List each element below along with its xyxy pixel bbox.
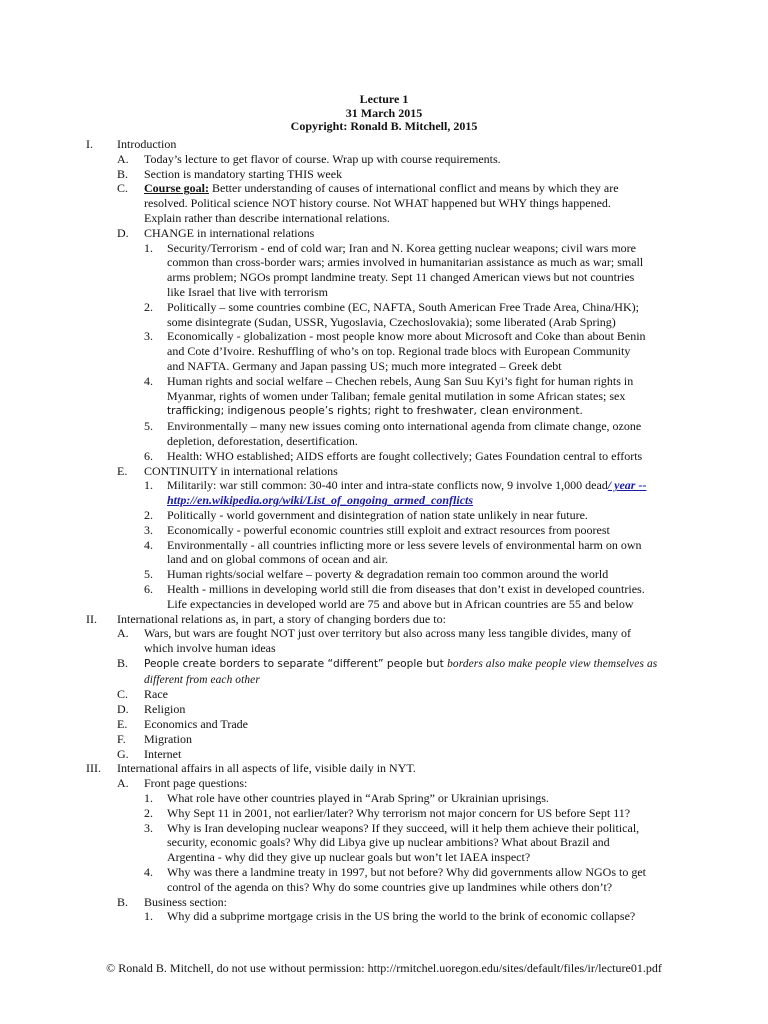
outline-marker: 2. (144, 299, 153, 314)
item-text: Why did a subprime mortgage crisis in the US bring the world to the brink of economic collapse? (167, 909, 636, 924)
question-iran-nuclear (86, 821, 686, 865)
change-item-politics (86, 300, 686, 330)
item-text: Security/Terrorism - end of cold war; Iran and N. Korea getting nuclear weapons; civil wars more (167, 240, 636, 255)
armed-conflicts-link[interactable]: http://en.wikipedia.org/wiki/List_of_ongoing_armed_conflicts (167, 493, 474, 508)
lecture-copyright: Copyright: Ronald B. Mitchell, 2015 (290, 119, 478, 133)
outline-marker: 6. (144, 448, 153, 463)
intro-item-d-change (86, 226, 686, 241)
item-text: which involve human ideas (144, 641, 276, 656)
outline-marker: D. (117, 225, 129, 240)
item-text: some disintegrate (Sudan, USSR, Yugoslavia, Czechoslovakia); some liberated (Arab Spring) (167, 314, 616, 329)
question-sept-11 (86, 806, 686, 821)
item-text: Explain rather than describe international relations. (144, 210, 390, 225)
item-text: common than cross-border wars; armies involved in humanitarian assistance as much as war; small (167, 255, 644, 270)
continuity-item-health (86, 582, 686, 612)
lecture-title: Lecture 1 (359, 92, 409, 106)
borders-item-religion (86, 702, 686, 717)
per-year-text: / year -- (607, 478, 647, 493)
section-international-affairs (86, 761, 686, 776)
item-text: security, economic goals? Why did Libya give up nuclear ambitions? What about Brazil and (167, 835, 610, 850)
continuity-item-environment (86, 538, 686, 568)
outline-marker: 1. (144, 478, 153, 493)
continuity-item-human-rights (86, 567, 686, 582)
outline-marker: E. (117, 717, 128, 732)
outline-marker: 4. (144, 373, 153, 388)
item-text: Why is Iran developing nuclear weapons? If they succeed, will it help them achieve their political, (167, 820, 640, 835)
item-text: Today’s lecture to get flavor of course. Wrap up with course requirements. (144, 151, 501, 166)
item-text: Economics and Trade (144, 717, 248, 732)
change-item-environment (86, 419, 686, 449)
item-text: Politically - world government and disintegration of nation state unlikely in near future. (167, 507, 588, 522)
question-arab-spring (86, 791, 686, 806)
item-text: Front page questions: (144, 776, 248, 791)
item-text: land and on global commons of ocean and air. (167, 552, 388, 567)
item-text-italic: different from each other (144, 673, 260, 686)
item-text: like Israel that live with terrorism (167, 284, 328, 299)
item-text: CONTINUITY in international relations (144, 463, 338, 478)
outline-marker: 4. (144, 537, 153, 552)
outline-marker: 3. (144, 522, 153, 537)
item-text: People create borders to separate “different” people but (144, 657, 448, 670)
borders-item-people (86, 656, 686, 688)
question-subprime-crisis (86, 909, 686, 924)
item-text: CHANGE in international relations (144, 225, 315, 240)
outline-marker: 5. (144, 567, 153, 582)
change-item-economics (86, 329, 686, 373)
affairs-item-front-page (86, 776, 686, 791)
item-text: and Cote d’Ivoire. Reshuffling of who’s on top. Regional trade blocs with European Community (167, 344, 631, 359)
outline-marker: A. (117, 776, 129, 791)
course-goal-label: Course goal: (144, 181, 209, 196)
continuity-item-economics (86, 523, 686, 538)
item-text: resolved. Political science NOT history course. Not WHAT happened but WHY things happened. (144, 196, 611, 211)
section-heading: Introduction (117, 137, 177, 151)
outline-marker: 2. (144, 507, 153, 522)
change-item-human-rights (86, 374, 686, 419)
item-text: arms problem; NGOs prompt landmine treaty. Sept 11 changed American views but not countries (167, 270, 635, 285)
item-text: Militarily: war still common: 30-40 inter and intra-state conflicts now, 9 involve 1,000 dead (167, 478, 608, 493)
outline-marker: 3. (144, 820, 153, 835)
outline-marker: C. (117, 181, 129, 196)
item-text: Environmentally – many new issues coming onto international agenda from climate change, ozone (167, 419, 642, 434)
question-landmine-treaty (86, 865, 686, 895)
outline-marker: III. (86, 761, 101, 776)
intro-item-a (86, 152, 686, 167)
item-text: Life expectancies in developed world are 75 and above but in African countries are 55 and below (167, 596, 634, 611)
item-text: Wars, but wars are fought NOT just over territory but also across many less tangible divides, many of (144, 626, 632, 641)
lecture-header (0, 93, 768, 134)
item-text: Human rights/social welfare – poverty & degradation remain too common around the world (167, 567, 609, 582)
item-text: Human rights and social welfare – Chechen rebels, Aung San Suu Kyi’s fight for human rights in (167, 373, 634, 388)
intro-item-c-course-goal (86, 181, 686, 225)
item-text: Health: WHO established; AIDS efforts are fought collectively; Gates Foundation central to efforts (167, 448, 643, 463)
outline-marker: II. (86, 611, 97, 626)
outline-marker: B. (117, 166, 129, 181)
item-text: Section is mandatory starting THIS week (144, 166, 343, 181)
outline-marker: 4. (144, 865, 153, 880)
item-text: Religion (144, 702, 186, 717)
item-text: Environmentally - all countries inflicting more or less severe levels of environmental harm on own (167, 537, 642, 552)
continuity-item-military (86, 478, 686, 508)
item-text: Economically - powerful economic countries still exploit and extract resources from poorest (167, 522, 610, 537)
item-text: Economically - globalization - most people know more about Microsoft and Coke than about Benin (167, 329, 646, 344)
section-heading: International relations as, in part, a story of changing borders due to: (117, 611, 446, 626)
item-text: depletion, deforestation, desertification. (167, 433, 358, 448)
item-text: trafficking; indigenous people’s rights; right to freshwater, clean environment. (167, 405, 583, 418)
item-text: Race (144, 687, 168, 702)
outline-marker: B. (117, 894, 129, 909)
outline-marker: 1. (144, 909, 153, 924)
change-item-health (86, 449, 686, 464)
item-text: Politically – some countries combine (EC, NAFTA, South American Free Trade Area, China/HK); (167, 299, 639, 314)
item-text: Myanmar, rights of women under Taliban; female genital mutilation in some African states; sex (167, 388, 626, 403)
outline-marker: B. (117, 655, 129, 670)
lecture-date: 31 March 2015 (345, 105, 423, 120)
outline-marker: 5. (144, 419, 153, 434)
item-text: and NAFTA. Germany and Japan passing US; much more integrated – Greek debt (167, 358, 562, 373)
borders-item-economics (86, 717, 686, 732)
item-text: Why was there a landmine treaty in 1997, but not before? Why did governments allow NGOs to get (167, 865, 646, 880)
continuity-item-politics (86, 508, 686, 523)
item-text: Why Sept 11 in 2001, not earlier/later? Why terrorism not major concern for US before Sept 11? (167, 805, 631, 820)
outline-marker: 2. (144, 805, 153, 820)
item-text: Argentina - why did they give up nuclear goals but won’t let IAEA inspect? (167, 850, 531, 865)
page-footer: © Ronald B. Mitchell, do not use without permission: http://rmitchel.uoregon.edu/sites/default/files/ir/lecture01.pdf (106, 961, 662, 975)
item-text: Health - millions in developing world still die from diseases that don’t exist in developed countries. (167, 581, 645, 596)
outline-marker: A. (117, 151, 129, 166)
section-borders (86, 612, 686, 627)
intro-item-b (86, 167, 686, 182)
outline-marker: F. (117, 731, 126, 746)
outline-marker: G. (117, 746, 129, 761)
outline-marker: 6. (144, 581, 153, 596)
change-item-security (86, 241, 686, 300)
outline-marker: 1. (144, 240, 153, 255)
outline-marker: C. (117, 687, 129, 702)
outline-marker: D. (117, 702, 129, 717)
item-text: Internet (144, 746, 182, 761)
section-heading: International affairs in all aspects of life, visible daily in NYT. (117, 761, 416, 776)
item-text: Business section: (144, 894, 227, 909)
affairs-item-business (86, 895, 686, 910)
item-text-italic: borders also make people view themselves as (447, 657, 658, 670)
item-text: control of the agenda on this? Why do some countries give up landmines while others don’t? (167, 879, 613, 894)
borders-item-wars (86, 626, 686, 656)
borders-item-race (86, 687, 686, 702)
item-text: Better understanding of causes of international conflict and means by which they are (209, 181, 619, 196)
item-text: What role have other countries played in “Arab Spring” or Ukrainian uprisings. (167, 791, 549, 806)
lecture-outline (86, 137, 686, 924)
borders-item-internet (86, 747, 686, 762)
borders-item-migration (86, 732, 686, 747)
section-introduction (86, 137, 686, 152)
item-text: Migration (144, 731, 192, 746)
outline-marker: A. (117, 626, 129, 641)
outline-marker: I. (86, 137, 93, 151)
outline-marker: E. (117, 463, 128, 478)
intro-item-e-continuity (86, 464, 686, 479)
outline-marker: 3. (144, 329, 153, 344)
outline-marker: 1. (144, 791, 153, 806)
